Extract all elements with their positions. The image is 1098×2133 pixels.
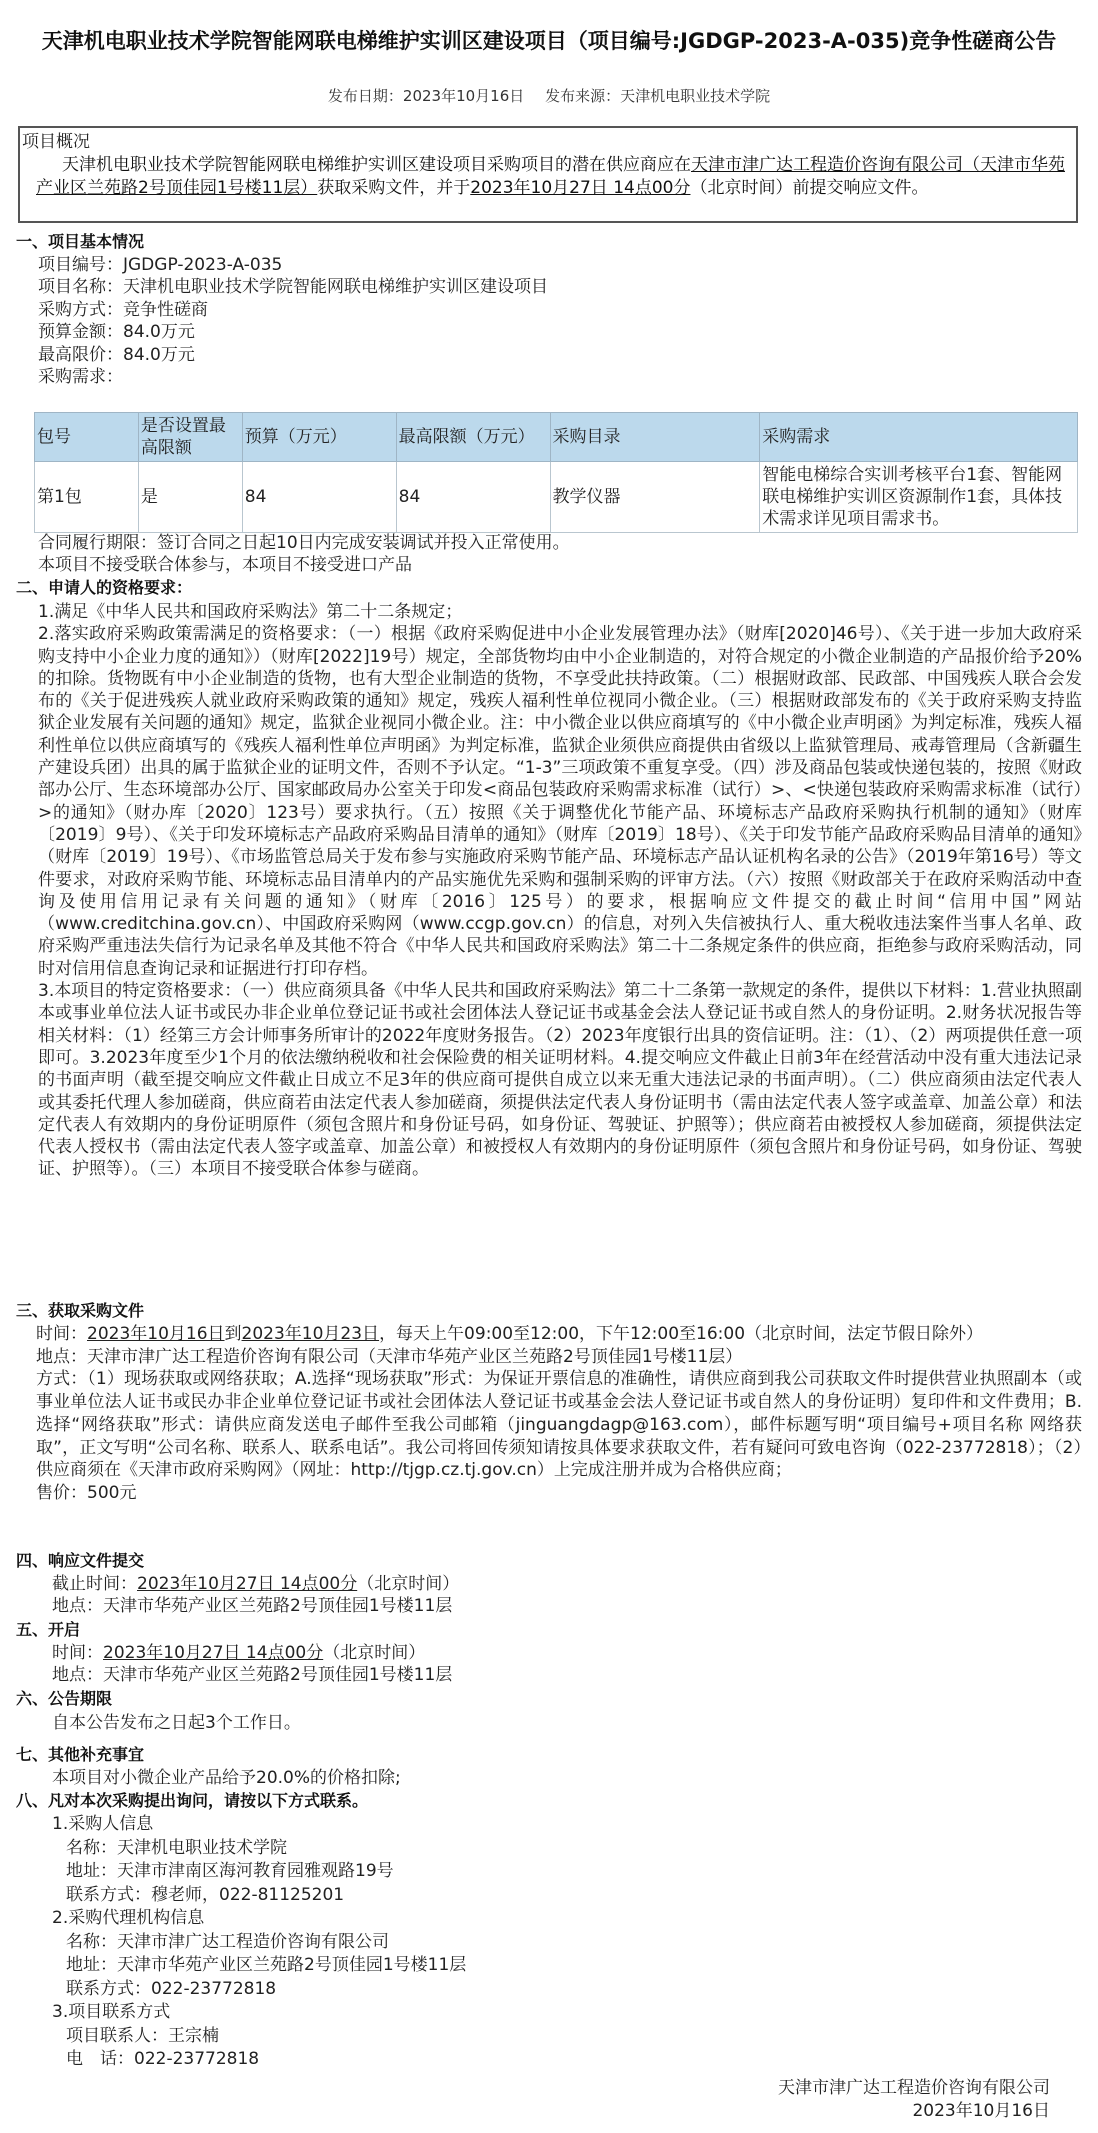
qualification-3: 3.本项目的特定资格要求：（一）供应商须具备《中华人民共和国政府采购法》第二十二条第一款规定的条件，提供以下材料：1.营业执照副本或事业单位法人证书或民办非企业单位登记证书或社会团体法人登记证书或基金会法人登记证书或自然人的身份证明。2.财务状况报告等相关材料：（1）经第三方会计师事务所审计的2022年度财务报告。（2）2023年度银行出具的资信证明。注：（1）、（2）两项提供任意一项即可。3.2023年度至少1个月的依法缴纳税收和社会保险费的相关证明材料。4.提交响应文件截止日前3年在经营活动中没有重大违法记录的书面声明（截至提交响应文件截止日成立不足3年的供应商可提供自成立以来无重大违法记录的书面声明）。（二）供应商须由法定代表人或其委托代理人参加磋商，供应商若由法定代表人参加磋商，须提供法定代表人身份证明书（需由法定代表人签字或盖章、加盖公章）和法定代表人有效期内的身份证明原件（须包含照片和身份证号码，如身份证、驾驶证、护照等）；供应商若由被授权人参加磋商，须提供法定代表人授权书（需由法定代表人签字或盖章、加盖公章）和被授权人有效期内的身份证明原件（须包含照片和身份证号码，如身份证、驾驶证、护照等）。（三）本项目不接受联合体参与磋商。	[38, 981, 1082, 1180]
project-contact-person: 项目联系人：王宗楠	[66, 2025, 219, 2046]
agency-title: 2.采购代理机构信息	[52, 1908, 205, 1928]
section-8-heading: 八、凡对本次采购提出询问，请按以下方式联系。	[16, 1791, 369, 1810]
announcement-period: 自本公告发布之日起3个工作日。	[52, 1713, 301, 1733]
section-3-obtain-documents	[16, 1323, 1082, 1505]
procurement-method: 采购方式：竞争性磋商	[38, 299, 208, 320]
section-2-heading: 二、申请人的资格要求：	[16, 578, 193, 597]
signature-date: 2023年10月16日	[912, 2101, 1050, 2121]
qualification-1: 1.满足《中华人民共和国政府采购法》第二十二条规定；	[38, 602, 463, 622]
table-header: 包号	[35, 413, 139, 462]
purchaser-address: 地址：天津市津南区海河教育园雅观路19号	[66, 1861, 394, 1881]
qualification-2: 2.落实政府采购政策需满足的资格要求：（一）根据《政府采购促进中小企业发展管理办法》（财库[2020]46号）、《关于进一步加大政府采购支持中小企业力度的通知》）（财库[2022]19号）规定，全部货物均由中小企业制造的，对符合规定的小微企业制造的产品报价给予20%的扣除。货物既有中小企业制造的货物，也有大型企业制造的货物，不享受此扶持政策。（二）根据财政部、民政部、中国残疾人联合会发布的《关于促进残疾人就业政府采购政策的通知》规定，残疾人福利性单位视同小微企业。（三）根据财政部发布的《关于政府采购支持监狱企业发展有关问题的通知》规定，监狱企业视同小微企业。注：中小微企业以供应商填写的《中小微企业声明函》为判定标准，残疾人福利性单位以供应商填写的《残疾人福利性单位声明函》为判定标准，监狱企业须供应商提供由省级以上监狱管理局、戒毒管理局（含新疆生产建设兵团）出具的属于监狱企业的证明文件，否则不予认定。“1-3”三项政策不重复享受。（四）涉及商品包装或快递包装的，按照《财政部办公厅、生态环境部办公厅、国家邮政局办公室关于印发<商品包装政府采购需求标准（试行）>、<快递包装政府采购需求标准（试行）>的通知》（财办库〔2020〕123号）要求执行。（五）按照《关于调整优化节能产品、环境标志产品政府采购执行机制的通知》（财库〔2019〕9号）、《关于印发环境标志产品政府采购品目清单的通知》（财库〔2019〕18号）、《关于印发节能产品政府采购品目清单的通知》（财库〔2019〕19号）、《市场监管总局关于发布参与实施政府采购节能产品、环境标志产品认证机构名录的公告》（2019年第16号）等文件要求，对政府采购节能、环境标志品目清单内的产品实施优先采购和强制采购的评审方法。（六）按照《财政部关于在政府采购活动中查询及使用信用记录有关问题的通知》（财库〔2016〕125号）的要求，根据响应文件提交的截止时间“信用中国”网站（www.creditchina.gov.cn）、中国政府采购网（www.ccgp.gov.cn）的信息，对列入失信被执行人、重大税收违法案件当事人名单、政府采购严重违法失信行为记录名单及其他不符合《中华人民共和国政府采购法》第二十二条规定条件的供应商，拒绝参与政府采购活动，同时对信用信息查询记录和证据进行打印存档。	[38, 624, 1082, 979]
section-5-opening	[16, 1642, 1082, 1687]
publish-meta	[0, 86, 1098, 106]
section-8-contacts	[16, 1813, 1082, 2072]
section-1-heading: 一、项目基本情况	[16, 232, 145, 251]
publish-source: 发布来源：天津机电职业技术学院	[545, 87, 771, 105]
section-4-heading: 四、响应文件提交	[16, 1551, 145, 1570]
project-contact-phone: 电 话：022-23772818	[66, 2049, 260, 2069]
table-row	[35, 462, 1078, 533]
project-name: 项目名称：天津机电职业技术学院智能网联电梯维护实训区建设项目	[38, 277, 548, 298]
signature-org: 天津市津广达工程造价咨询有限公司	[778, 2078, 1050, 2098]
project-contact-title: 3.项目联系方式	[52, 2002, 171, 2022]
section-7-supplement	[16, 1767, 1082, 1789]
table-header: 最高限额（万元）	[396, 413, 550, 462]
table-cell: 84	[242, 462, 396, 533]
overview-text: 天津机电职业技术学院智能网联电梯维护实训区建设项目采购项目的潜在供应商应在天津市津广达工程造价咨询有限公司（天津市华苑产业区兰苑路2号顶佳园1号楼11层）获取采购文件，并于2023年10月27日 14点00分（北京时间）前提交响应文件。	[36, 155, 1065, 198]
overview-location: 天津市津广达工程造价咨询有限公司（天津市华苑产业区兰苑路2号顶佳园1号楼11层）	[36, 155, 1065, 198]
section-3-heading: 三、获取采购文件	[16, 1301, 145, 1320]
agency-address: 地址：天津市华苑产业区兰苑路2号顶佳园1号楼11层	[66, 1955, 467, 1975]
purchaser-title: 1.采购人信息	[52, 1814, 154, 1834]
section-4-submission	[16, 1573, 1082, 1618]
section-5-heading: 五、开启	[16, 1620, 81, 1639]
section-6-heading: 六、公告期限	[16, 1689, 113, 1708]
section-1-after-table	[16, 532, 1082, 577]
document-price: 售价：500元	[36, 1482, 137, 1503]
section-7-heading: 七、其他补充事宜	[16, 1745, 145, 1764]
publish-date: 发布日期：2023年10月16日	[327, 87, 525, 105]
consortium-note: 本项目不接受联合体参与，本项目不接受进口产品	[38, 555, 412, 576]
obtain-time: 时间：2023年10月16日到2023年10月23日，每天上午09:00至12:00，下午12:00至16:00（北京时间，法定节假日除外）	[36, 1324, 984, 1344]
agency-contact: 联系方式：022-23772818	[66, 1978, 277, 1999]
opening-place: 地点：天津市华苑产业区兰苑路2号顶佳园1号楼11层	[52, 1665, 453, 1686]
contract-period: 合同履行期限：签订合同之日起10日内完成安装调试并投入正常使用。	[38, 533, 570, 553]
overview-deadline: 2023年10月27日 14点00分	[470, 178, 691, 198]
table-header: 采购目录	[550, 413, 760, 462]
project-overview-box	[18, 126, 1078, 223]
procurement-needs-label: 采购需求：	[38, 367, 123, 388]
submission-place: 地点：天津市华苑产业区兰苑路2号顶佳园1号楼11层	[52, 1596, 453, 1617]
table-header-row	[35, 413, 1078, 462]
price-deduction-note: 本项目对小微企业产品给予20.0%的价格扣除;	[52, 1768, 401, 1788]
purchaser-name: 名称：天津机电职业技术学院	[66, 1837, 287, 1858]
page-title: 天津机电职业技术学院智能网联电梯维护实训区建设项目（项目编号:JGDGP-2023-A-035)竞争性磋商公告	[41, 29, 1057, 53]
max-price: 最高限价：84.0万元	[38, 344, 195, 365]
table-cell: 是	[138, 462, 242, 533]
budget-amount: 预算金额：84.0万元	[38, 322, 195, 343]
table-cell: 教学仪器	[550, 462, 760, 533]
table-header: 采购需求	[760, 413, 1078, 462]
overview-title: 项目概况	[22, 132, 90, 152]
table-cell: 84	[396, 462, 550, 533]
opening-time: 时间：2023年10月27日 14点00分（北京时间）	[52, 1643, 426, 1663]
obtain-place: 地点：天津市津广达工程造价咨询有限公司（天津市华苑产业区兰苑路2号顶佳园1号楼11层）	[36, 1346, 743, 1367]
section-6-period	[16, 1712, 1082, 1734]
obtain-method: 方式：（1）现场获取或网络获取；A.选择“现场获取”形式：为保证开票信息的准确性，请供应商到我公司获取文件时提供营业执照副本（或事业单位法人证书或民办非企业单位登记证书或社会团体法人登记证书或基金会法人登记证书或自然人的身份证明）复印件和文件费用；B.选择“网络获取”形式：请供应商发送电子邮件至我公司邮箱（jinguangdagp@163.com），邮件标题写明“项目编号+项目名称 网络获取”，正文写明“公司名称、联系人、联系电话”。我公司将回传须知请按具体要求获取文件，若有疑问可致电咨询（022-23772818）；（2）供应商须在《天津市政府采购网》（网址：http://tjgp.cz.tj.gov.cn）上完成注册并成为合格供应商；	[36, 1369, 1082, 1481]
requirements-table	[34, 412, 1078, 533]
section-1-basic-info	[16, 254, 1082, 388]
agency-name: 名称：天津市津广达工程造价咨询有限公司	[66, 1931, 389, 1952]
table-header: 预算（万元）	[242, 413, 396, 462]
purchaser-contact: 联系方式：穆老师，022-81125201	[66, 1884, 345, 1905]
table-cell: 智能电梯综合实训考核平台1套、智能网联电梯维护实训区资源制作1套，具体技术需求详见项目需求书。	[760, 462, 1078, 533]
project-number: 项目编号：JGDGP-2023-A-035	[38, 255, 283, 275]
submission-deadline: 截止时间：2023年10月27日 14点00分（北京时间）	[52, 1574, 460, 1594]
table-header: 是否设置最高限额	[138, 413, 242, 462]
table-cell: 第1包	[35, 462, 139, 533]
section-2-qualifications	[16, 601, 1082, 1181]
